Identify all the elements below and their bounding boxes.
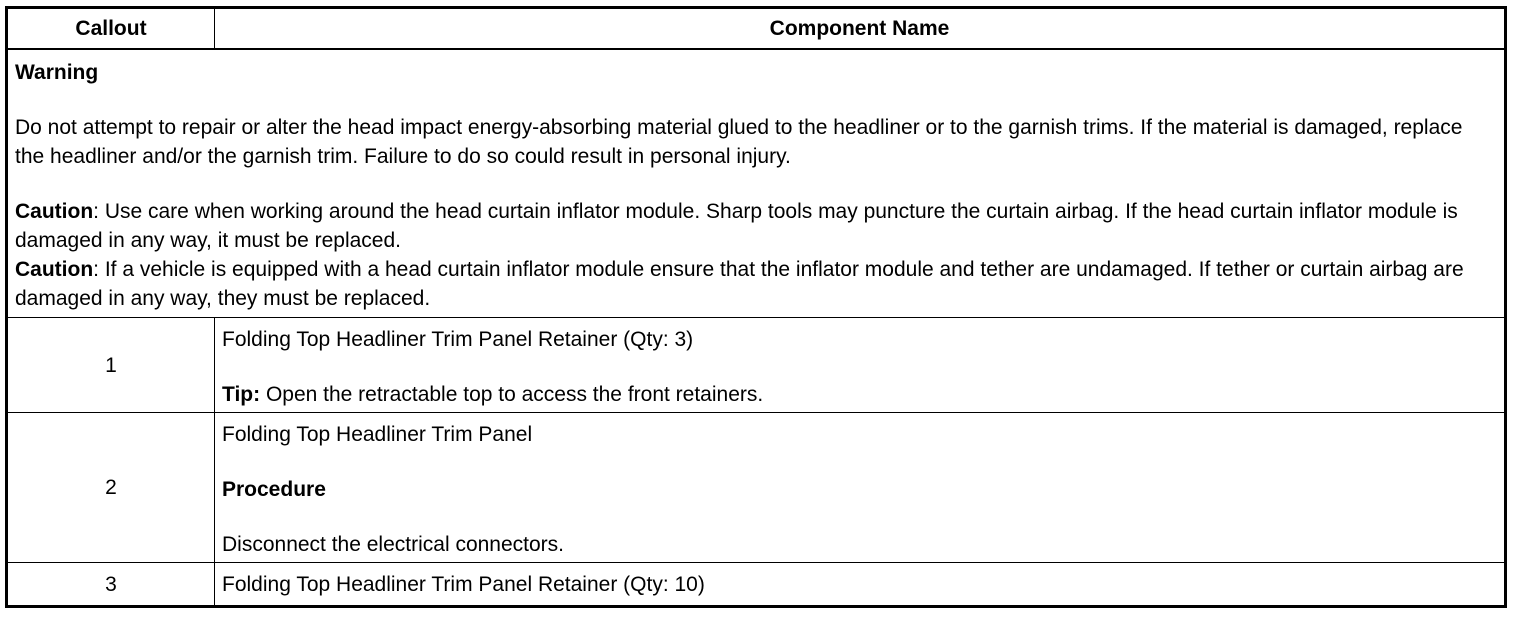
- component-cell: [215, 413, 1506, 563]
- procedure-step: Disconnect the electrical connectors.: [222, 533, 564, 556]
- header-row: [7, 8, 1506, 50]
- table-row: [7, 318, 1506, 413]
- table-row: [7, 413, 1506, 563]
- component-name: Folding Top Headliner Trim Panel: [222, 423, 533, 446]
- tip-text: Open the retractable top to access the front retainers.: [260, 383, 764, 406]
- caution-1: [15, 197, 1497, 255]
- callout-number: 3: [7, 563, 215, 607]
- component-table: [5, 6, 1507, 608]
- component-name: Folding Top Headliner Trim Panel Retainer (Qty: 10): [215, 563, 1506, 607]
- component-name: Folding Top Headliner Trim Panel Retainer (Qty: 3): [222, 328, 694, 351]
- caution-1-label: Caution: [15, 200, 94, 223]
- header-component-name: Component Name: [215, 8, 1506, 50]
- callout-number: 1: [7, 318, 215, 413]
- caution-2-text: : If a vehicle is equipped with a head curtain inflator module ensure that the inflator module and tether are undamaged. If tether or curtain airbag are damaged in any way, they must be replaced.: [15, 258, 1464, 310]
- warning-title: Warning: [15, 61, 99, 84]
- callout-number: 2: [7, 413, 215, 563]
- component-cell: [215, 318, 1506, 413]
- caution-1-text: : Use care when working around the head curtain inflator module. Sharp tools may puncture the curtain airbag. If the head curtain inflator module is damaged in any way, it must be replaced.: [15, 200, 1458, 252]
- procedure-label: Procedure: [222, 478, 326, 501]
- caution-2-label: Caution: [15, 258, 94, 281]
- tip: [222, 380, 1497, 409]
- warning-text: Do not attempt to repair or alter the head impact energy-absorbing material glued to the headliner or to the garnish trims. If the material is damaged, replace the headliner and/or the garnish trim. Failure to do so could result in personal injury.: [15, 116, 1463, 168]
- notice-row: [7, 49, 1506, 318]
- header-callout: Callout: [7, 8, 215, 50]
- tip-label: Tip:: [222, 383, 261, 406]
- table-row: [7, 563, 1506, 607]
- caution-2: [15, 255, 1497, 313]
- notice-cell: [7, 49, 1506, 318]
